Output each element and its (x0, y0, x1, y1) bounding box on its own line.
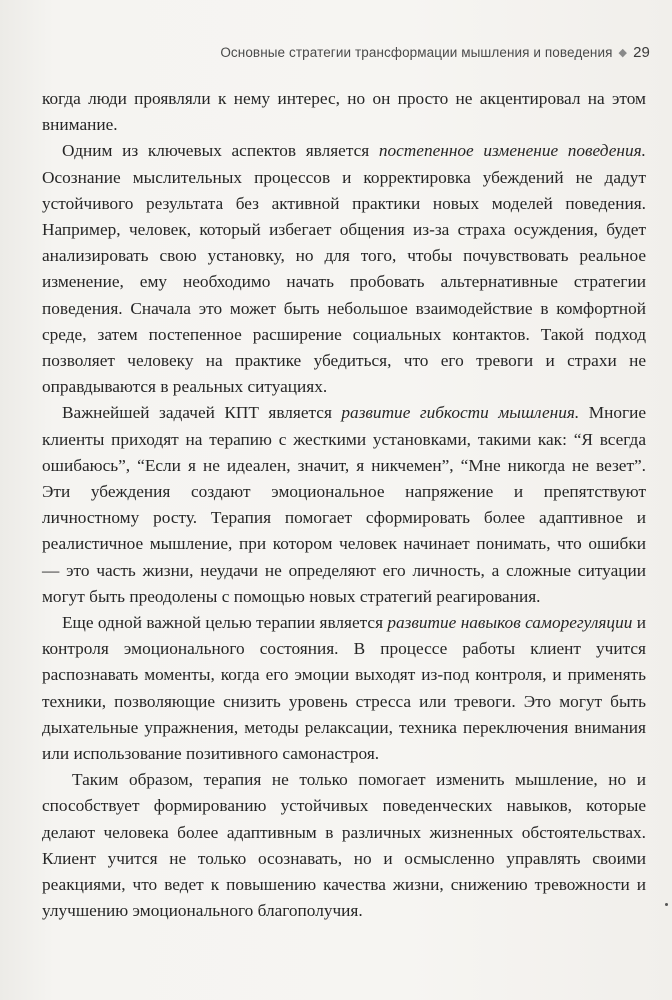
paragraph-continuation (42, 86, 646, 138)
paragraph-cognitive-flexibility (42, 400, 646, 610)
paragraph-self-regulation (42, 610, 646, 767)
paragraph-text: и контроля эмоционального состояния. В процессе работы клиент учится распознавать моменты, когда его эмоции выходят из-под контроля, и применять техники, позволяющие снизить уровень стресса или тревоги. Это могут быть дыхательные упражнения, методы релаксации, техника переключения внимания или использование позитивного самонастроя. (42, 613, 646, 764)
emphasized-term: постепенное изменение поведения. (378, 141, 646, 161)
paragraph-text: Многие клиенты приходят на терапию с жесткими установками, такими как: “Я всегда ошибаюсь”, “Если я не идеален, значит, я никчемен”, “Мне никогда не везет”. Эти убеждения создают эмоциональное напряжение и препятствуют личностному росту. Терапия помогает сформировать более адаптивное и реалистичное мышление, при котором человек начинает понимать, что ошибки — это часть жизни, неудачи не определяют его личность, а сложные ситуации могут быть преодолены с помощью новых стратегий реагирования. (42, 403, 646, 606)
paragraph-text: Таким образом, терапия не только помогает изменить мышление, но и способствует формированию устойчивых поведенческих навыков, которые делают человека более адаптивным в различных жизненных обстоятельствах. Клиент учится не только осознавать, но и осмысленно управлять своими реакциями, что ведет к повышению качества жизни, снижению тревожности и улучшению эмоционального благополучия. (42, 770, 646, 921)
paragraph-gradual-change (42, 138, 646, 400)
running-header (60, 44, 650, 61)
chapter-title: Основные стратегии трансформации мышления и поведения (220, 45, 613, 60)
paragraph-text: Важнейшей задачей КПТ является (62, 403, 342, 423)
paragraph-text: когда люди проявляли к нему интерес, но он просто не акцентировал на этом внимание. (42, 89, 646, 135)
emphasized-term: развитие навыков саморегуляции (387, 613, 633, 633)
page-number: 29 (633, 44, 650, 61)
paragraph-conclusion (42, 767, 646, 924)
print-speck (665, 903, 668, 906)
diamond-separator-icon: ◆ (618, 47, 628, 59)
paragraph-text: Осознание мыслительных процессов и корректировка убеждений не дадут устойчивого результата без активной практики новых моделей поведения. Например, человек, который избегает общения из-за страха осуждения, будет анализировать свою установку, но для того, чтобы почувствовать реальное изменение, ему необходимо начать пробовать альтернативные стратегии поведения. Сначала это может быть небольшое взаимодействие в комфортной среде, затем постепенное расширение социальных контактов. Такой подход позволяет человеку на практике убедиться, что его тревоги и страхи не оправдываются в реальных ситуациях. (42, 167, 646, 397)
paragraph-text: Еще одной важной целью терапии является (62, 613, 388, 633)
emphasized-term: развитие гибкости мышления. (341, 403, 580, 423)
paragraph-text: Одним из ключевых аспектов является (62, 141, 379, 161)
body-text (42, 86, 646, 925)
